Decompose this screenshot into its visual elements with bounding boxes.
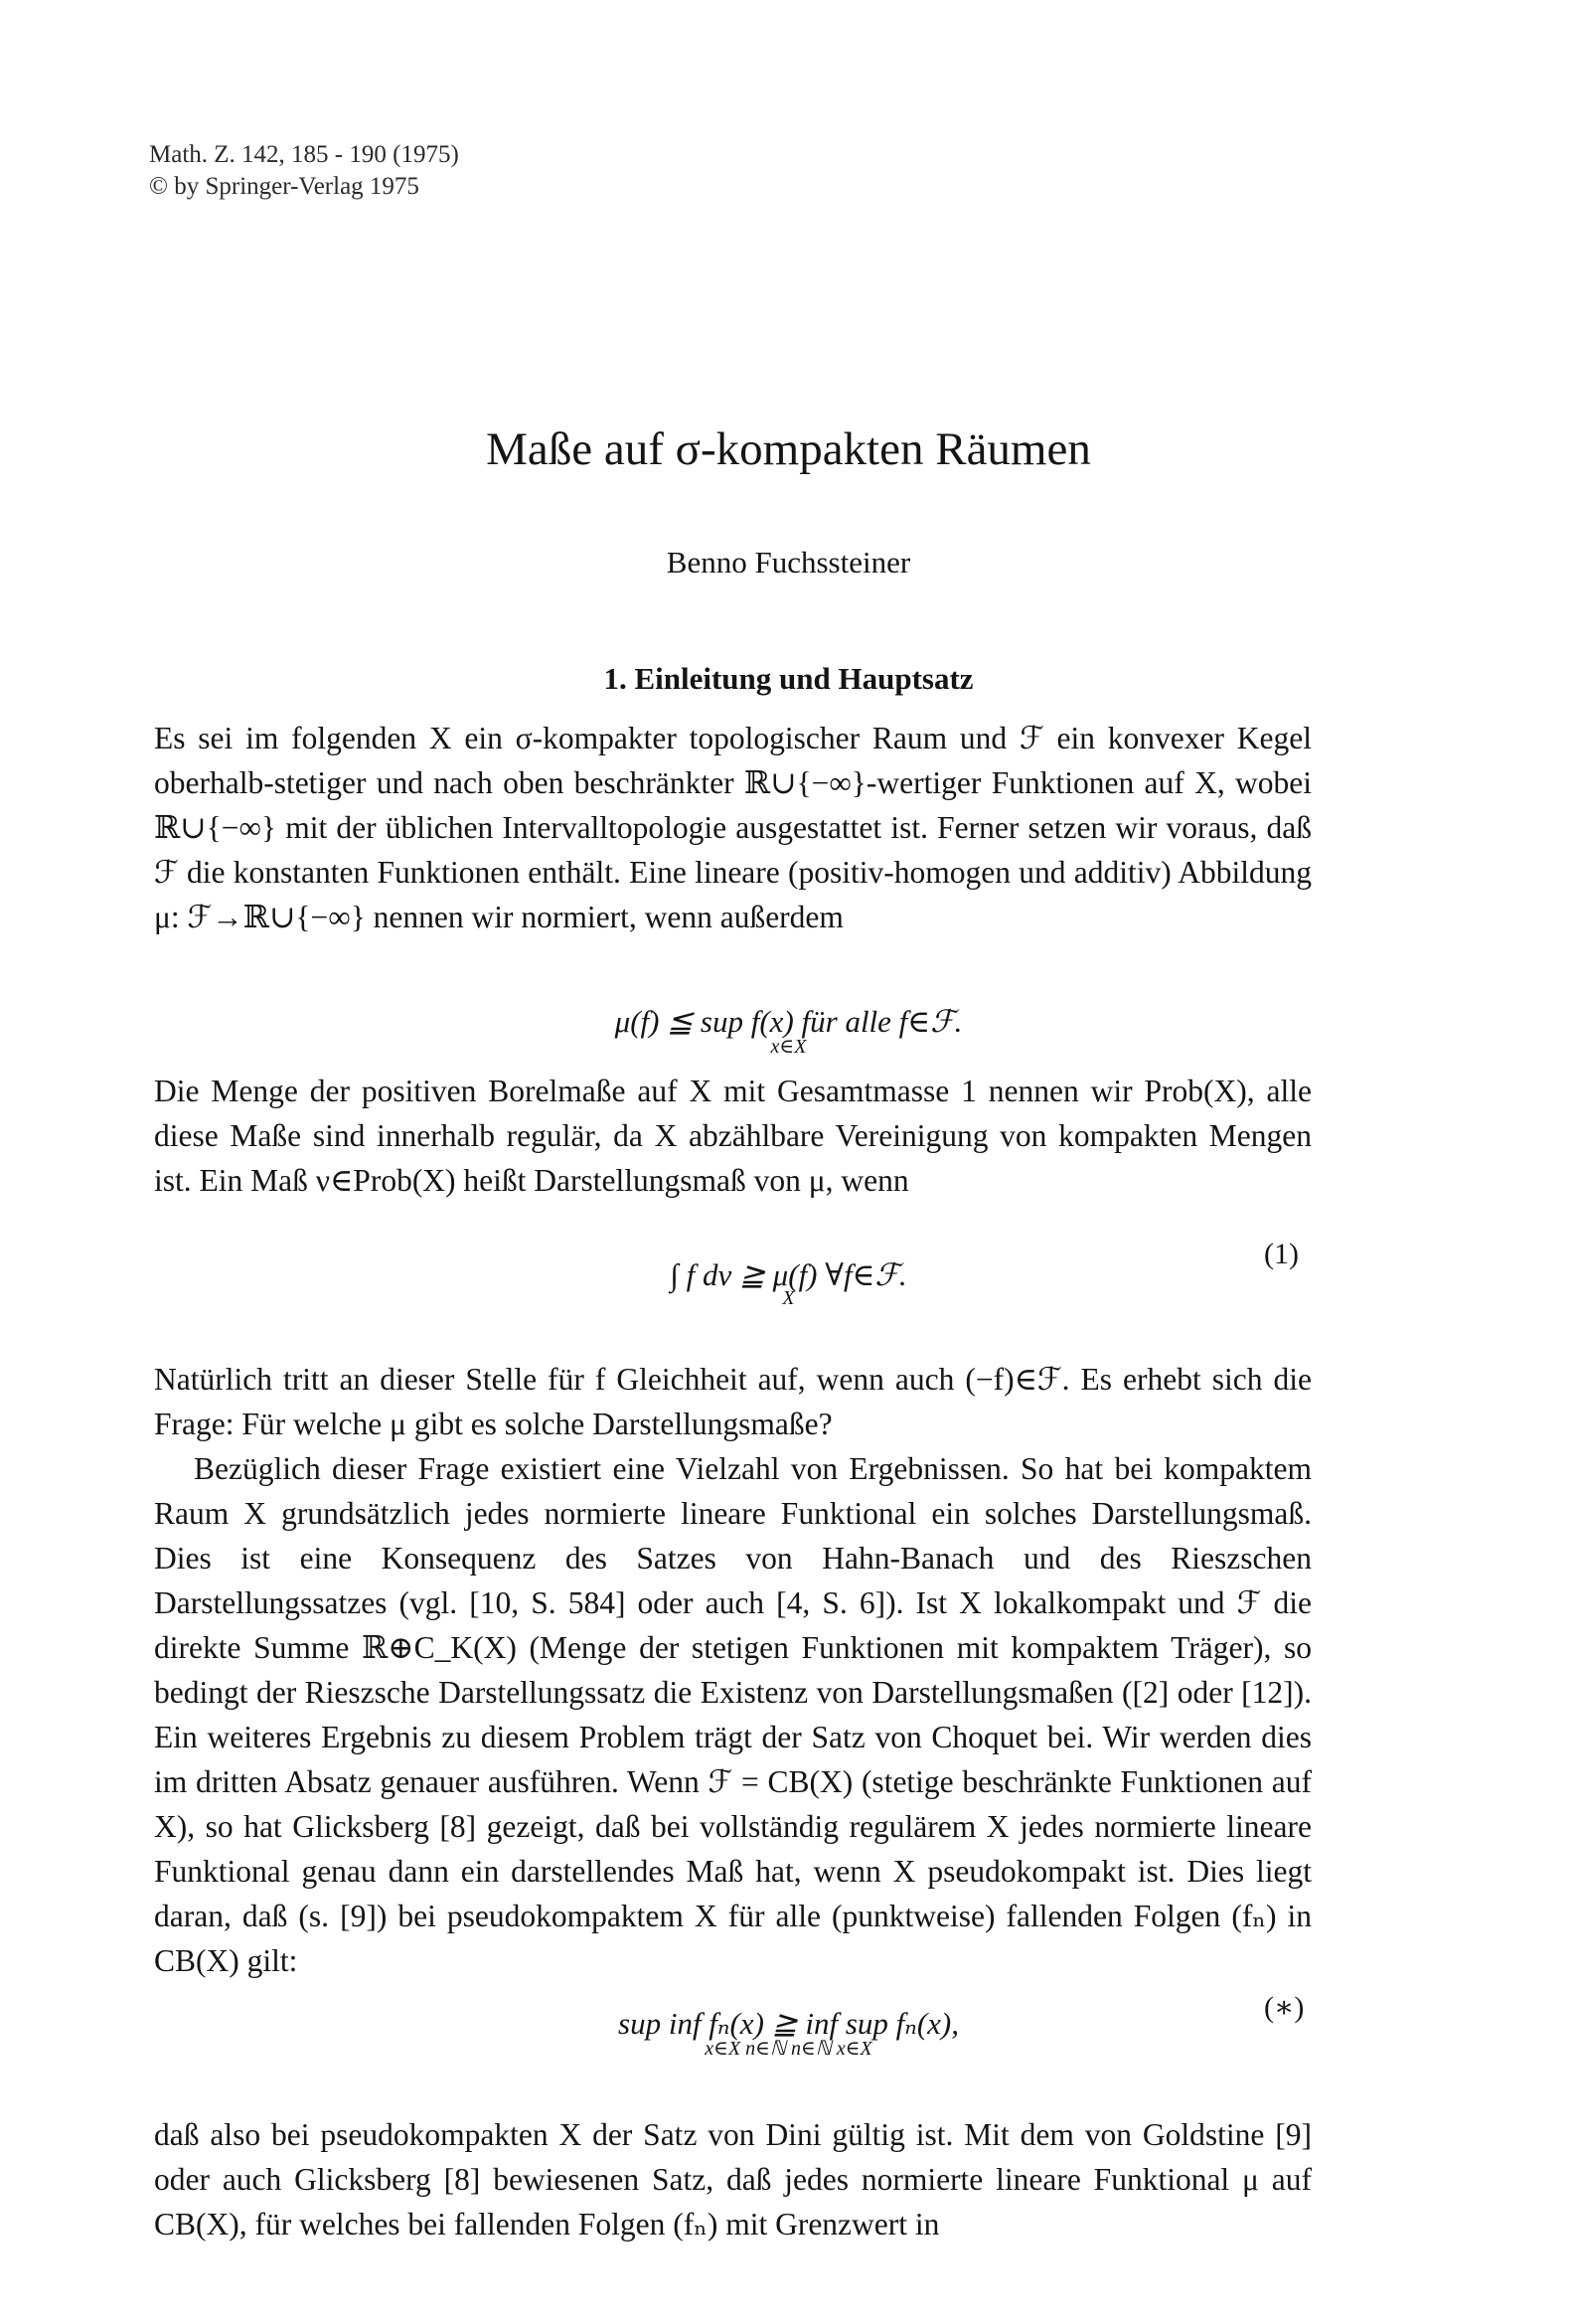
copyright-line: © by Springer-Verlag 1975: [149, 173, 419, 200]
formula-main: sup inf fₙ(x) ≧ inf sup fₙ(x),: [618, 2006, 959, 2041]
formula-subscript: X: [782, 1287, 795, 1309]
formula-darstellung: [0, 1257, 1577, 1310]
author-name: Benno Fuchssteiner: [666, 545, 911, 580]
paragraph-text: Die Menge der positiven Borelmaße auf X mit Gesamtmasse 1 nennen wir Prob(X), alle diese Maße sind innerhalb regulär, da X abzählbare Vereinigung von kompakten Mengen ist. Ein Maß ν∈Prob(X) heißt Darstellungsmaß von μ, wenn: [154, 1074, 1312, 1198]
journal-header: [149, 139, 459, 203]
formula-subscript: x∈X n∈ℕ n∈ℕ x∈X: [705, 2038, 872, 2060]
formula-dini: [0, 2006, 1577, 2061]
paper-title: Maße auf σ-kompakten Räumen: [486, 423, 1091, 475]
equation-number-1: (1): [1264, 1238, 1299, 1270]
paragraph-prob: [154, 1069, 1312, 1203]
paragraph-text: Es sei im folgenden X ein σ-kompakter topologischer Raum und ℱ ein konvexer Kegel oberhalb-stetiger und nach oben beschränkter ℝ∪{−∞}-wertiger Funktionen auf X, wobei ℝ∪{−∞} mit der üblichen Intervalltopologie ausgestattet ist. Ferner setzen wir voraus, daß ℱ die konstanten Funktionen enthält. Eine lineare (positiv-homogen und additiv) Abbildung μ: ℱ→ℝ∪{−∞} nennen wir normiert, wenn außerdem: [154, 721, 1312, 934]
paragraph-text: Bezüglich dieser Frage existiert eine Vielzahl von Ergebnissen. So hat bei kompaktem Raum X grundsätzlich jedes normierte lineare Funktional ein solches Darstellungsmaß. Dies ist eine Konsequenz des Satzes von Hahn-Banach und des Rieszschen Darstellungssatzes (vgl. [10, S. 584] oder auch [4, S. 6]). Ist X lokalkompakt und ℱ die direkte Summe ℝ⊕C_K(X) (Menge der stetigen Funktionen mit kompaktem Träger), so bedingt der Rieszsche Darstellungssatz die Existenz von Darstellungsmaßen ([2] oder [12]). Ein weiteres Ergebnis zu diesem Problem trägt der Satz von Choquet bei. Wir werden dies im dritten Absatz genauer ausführen. Wenn ℱ = CB(X) (stetige beschränkte Funktionen auf X), so hat Glicksberg [8] gezeigt, daß bei vollständig regulärem X jedes normierte lineare Funktional genau dann ein darstellendes Maß hat, wenn X pseudokompakt ist. Dies liegt daran, daß (s. [9]) bei pseudokompaktem X für alle (punktweise) fallenden Folgen (fₙ) in CB(X) gilt:: [154, 1451, 1312, 1978]
paragraph-text: daß also bei pseudokompakten X der Satz von Dini gültig ist. Mit dem von Goldstine [9] oder auch Glicksberg [8] bewiesenen Satz, daß jedes normierte lineare Funktional μ auf CB(X), für welches bei fallenden Folgen (fₙ) mit Grenzwert in: [154, 2117, 1312, 2241]
paragraph-results: [154, 1357, 1312, 1983]
formula-main: μ(f) ≦ sup f(x) für alle f∈ℱ.: [614, 1004, 963, 1039]
paragraph-intro: [154, 716, 1312, 939]
formula-subscript: x∈X: [770, 1036, 807, 1058]
formula-normiert: [0, 1004, 1577, 1059]
formula-main: ∫ f dν ≧ μ(f) ∀f∈ℱ.: [670, 1257, 907, 1292]
equation-number-star: (∗): [1264, 1991, 1305, 2024]
paragraph-dini: [154, 2112, 1312, 2246]
journal-citation: Math. Z. 142, 185 - 190 (1975): [149, 141, 459, 168]
paragraph-text: Natürlich tritt an dieser Stelle für f Gleichheit auf, wenn auch (−f)∈ℱ. Es erhebt sich die Frage: Für welche μ gibt es solche Darstellungsmaße?: [154, 1362, 1312, 1441]
section-heading: 1. Einleitung und Hauptsatz: [603, 661, 974, 696]
